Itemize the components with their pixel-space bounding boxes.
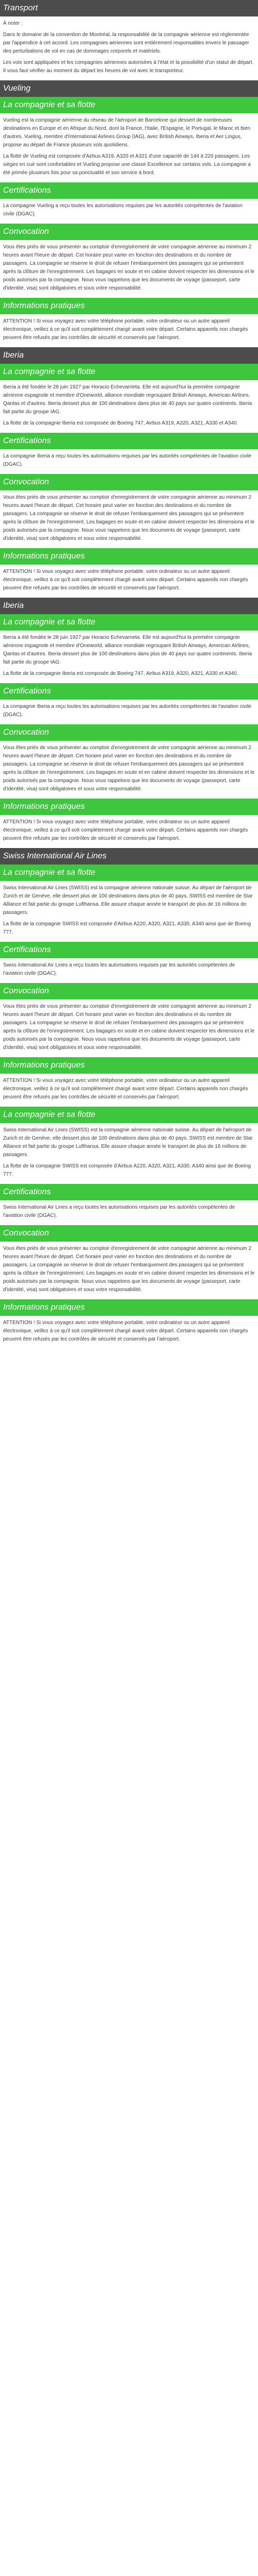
paragraph: Vueling est la compagnie aérienne du réseau de l'aéroport de Barcelone qui dessert de nombreuses destinations en Europe et en Afrique du Nord, dont la France, l'Italie, l'Espagne, le Portugal, le Maroc et bien d'autres. Vueling, membre d'International Airlines Group (IAG), avec British Airways, Iberia et Aer Lingus, propose au départ de France plusieurs vols quotidiens. xyxy=(3,117,251,148)
text-block xyxy=(0,113,258,182)
paragraph: Vous êtes priés de vous présenter au comptoir d'enregistrement de votre compagnie aérienne au minimum 2 heures avant l'heure de départ. Cet horaire peut varier en fonction des destinations et du nombre de passagers. La compagnie se réserve le droit de refuser l'embarquement des passagers qui se présentent après la clôture de l'enregistrement. Les bagages en soute et en cabine doivent respecter les dimensions et le poids autorisés par la compagnie. Nous vous rappelons que les documents de voyage (passeport, carte d'identité, visa) sont obligatoires et sous votre responsabilité. xyxy=(3,745,255,792)
subsection-title-bar xyxy=(0,1299,258,1316)
subsection-title: Informations pratiques xyxy=(3,1303,85,1312)
section-title-bar xyxy=(0,80,258,97)
subsection-title-bar xyxy=(0,614,258,631)
subsection-title-bar xyxy=(0,942,258,958)
subsection-title-bar xyxy=(0,474,258,490)
paragraph: ATTENTION ! Si vous voyagez avec votre téléphone portable, votre ordinateur ou un autre appareil électronique, veillez à ce qu'il soit complètement chargé avant votre départ. Certains appareils non chargés peuvent être refusés par les contrôles de sécurité et conservés par l'aéroport. xyxy=(3,569,248,591)
paragraph: Vous êtes priés de vous présenter au comptoir d'enregistrement de votre compagnie aérienne au minimum 2 heures avant l'heure de départ. Cet horaire peut varier en fonction des destinations et du nombre de passagers. La compagnie se réserve le droit de refuser l'embarquement des passagers qui se présentent après la clôture de l'enregistrement. Les bagages en soute et en cabine doivent respecter les dimensions et le poids autorisés par la compagnie. Nous vous rappelons que les documents de voyage (passeport, carte d'identité, visa) sont obligatoires et sous votre responsabilité. xyxy=(3,244,255,291)
subsection-title-bar xyxy=(0,683,258,700)
subsection-title: Certifications xyxy=(3,186,51,195)
subsection-title: La compagnie et sa flotte xyxy=(3,618,95,626)
paragraph: ATTENTION ! Si vous voyagez avec votre téléphone portable, votre ordinateur ou un autre appareil électronique, veillez à ce qu'il soit complètement chargé avant votre départ. Certains appareils non chargés peuvent être refusés par les contrôles de sécurité et conservés par l'aéroport. xyxy=(3,318,248,341)
text-block xyxy=(0,958,258,983)
subsection-title-bar xyxy=(0,433,258,449)
section-title: Vueling xyxy=(3,84,31,93)
section-title: Swiss International Air Lines xyxy=(3,852,107,860)
paragraph: La flotte de la compagnie SWISS est composée d'Airbus A220, A320, A321, A330, A340 ainsi que de Boeing 777. xyxy=(3,921,251,935)
subsection-title-bar xyxy=(0,1107,258,1123)
subsection-title-bar xyxy=(0,97,258,113)
text-block xyxy=(0,815,258,848)
section-title-bar xyxy=(0,848,258,865)
subsection-title-bar xyxy=(0,983,258,999)
subsection-title: Informations pratiques xyxy=(3,1061,85,1070)
subsection-title: La compagnie et sa flotte xyxy=(3,1110,95,1119)
text-block xyxy=(0,490,258,548)
paragraph: Iberia a été fondée le 28 juin 1927 par Horacio Echevarrieta. Elle est aujourd'hui la première compagnie aérienne espagnole et membre d'Oneworld, alliance mondiale regroupant British Airways, American Airlines, Qantas et d'autres. Iberia dessert plus de 100 destinations dans plus de 40 pays sur quatre continents. Iberia fait partie du groupe IAG. xyxy=(3,384,252,415)
subsection-title: Certifications xyxy=(3,945,51,954)
subsection-title: Convocation xyxy=(3,987,49,995)
paragraph: La compagnie Iberia a reçu toutes les autorisations requises par les autorités compétentes de l'aviation civile (DGAC). xyxy=(3,704,252,718)
paragraph: La compagnie Vueling a reçu toutes les autorisations requises par les autorités compétentes de l'aviation civile (DGAC). xyxy=(3,203,243,217)
paragraph: À noter : xyxy=(3,21,23,26)
subsection-title-bar xyxy=(0,548,258,565)
paragraph: Swiss International Air Lines (SWISS) est la compagnie aérienne nationale suisse. Au départ de l'aéroport de Zurich et de Genève, elle dessert plus de 100 destinations dans plus de 40 pays. SWISS est membre de Star Alliance et fait partie du groupe Lufthansa. Elle assure chaque année le transport de plus de 16 millions de passagers. xyxy=(3,1127,253,1158)
subsection-title-bar xyxy=(0,865,258,881)
section xyxy=(0,598,258,848)
text-block xyxy=(0,999,258,1057)
paragraph: ATTENTION ! Si vous voyagez avec votre téléphone portable, votre ordinateur ou un autre appareil électronique, veillez à ce qu'il soit complètement chargé avant votre départ. Certains appareils non chargés peuvent être refusés par les contrôles de sécurité et conservés par l'aéroport. xyxy=(3,819,248,841)
subsection-title-bar xyxy=(0,799,258,815)
text-block xyxy=(0,1074,258,1107)
paragraph: Swiss International Air Lines a reçu toutes les autorisations requises par les autorités compétentes de l'aviation civile (DGAC). xyxy=(3,962,235,976)
paragraph: Vous êtes priés de vous présenter au comptoir d'enregistrement de votre compagnie aérienne au minimum 2 heures avant l'heure de départ. Cet horaire peut varier en fonction des destinations et du nombre de passagers. La compagnie se réserve le droit de refuser l'embarquement des passagers qui se présentent après la clôture de l'enregistrement. Les bagages en soute et en cabine doivent respecter les dimensions et le poids autorisés par la compagnie. Nous vous rappelons que les documents de voyage (passeport, carte d'identité, visa) sont obligatoires et sous votre responsabilité. xyxy=(3,1004,255,1050)
subsection-title: Informations pratiques xyxy=(3,552,85,561)
section-title-bar xyxy=(0,0,258,16)
text-block xyxy=(0,240,258,298)
text-block xyxy=(0,1316,258,1349)
paragraph: La flotte de la compagnie Iberia est composée de Boeing 747, Airbus A319, A320, A321, A330 et A340. xyxy=(3,671,238,676)
paragraph: Swiss International Air Lines a reçu toutes les autorisations requises par les autorités compétentes de l'aviation civile (DGAC). xyxy=(3,1205,235,1218)
text-block xyxy=(0,314,258,347)
section-title: Transport xyxy=(3,4,38,12)
subsection-title-bar xyxy=(0,1225,258,1242)
section xyxy=(0,848,258,1349)
subsection-title: Convocation xyxy=(3,227,49,236)
paragraph: Swiss International Air Lines (SWISS) est la compagnie aérienne nationale suisse. Au départ de l'aéroport de Zurich et de Genève, elle dessert plus de 100 destinations dans plus de 40 pays. SWISS est membre de Star Alliance et fait partie du groupe Lufthansa. Elle assure chaque année le transport de plus de 16 millions de passagers. xyxy=(3,885,253,916)
subsection-title-bar xyxy=(0,364,258,380)
paragraph: Vous êtes priés de vous présenter au comptoir d'enregistrement de votre compagnie aérienne au minimum 2 heures avant l'heure de départ. Cet horaire peut varier en fonction des destinations et du nombre de passagers. La compagnie se réserve le droit de refuser l'embarquement des passagers qui se présentent après la clôture de l'enregistrement. Les bagages en soute et en cabine doivent respecter les dimensions et le poids autorisés par la compagnie. Nous vous rappelons que les documents de voyage (passeport, carte d'identité, visa) sont obligatoires et sous votre responsabilité. xyxy=(3,1246,255,1293)
subsection-title: La compagnie et sa flotte xyxy=(3,100,95,109)
paragraph: Iberia a été fondée le 28 juin 1927 par Horacio Echevarrieta. Elle est aujourd'hui la première compagnie aérienne espagnole et membre d'Oneworld, alliance mondiale regroupant British Airways, American Airlines, Qantas et d'autres. Iberia dessert plus de 100 destinations dans plus de 40 pays sur quatre continents. Iberia fait partie du groupe IAG. xyxy=(3,635,252,665)
paragraph: La compagnie Iberia a reçu toutes les autorisations requises par les autorités compétentes de l'aviation civile (DGAC). xyxy=(3,453,252,467)
text-block xyxy=(0,741,258,799)
paragraph: Dans le domaine de la convention de Montréal, la responsabilité de la compagnie aérienne est réglementée par l'appendice à cet accord. Les compagnies aériennes sont entièrement responsables envers le passager des perturbations de vol en cas de dommages corporels et matériels. xyxy=(3,32,249,54)
text-block xyxy=(0,881,258,942)
text-block xyxy=(0,449,258,474)
subsection-title: Convocation xyxy=(3,728,49,737)
subsection-title-bar xyxy=(0,298,258,314)
paragraph: Vous êtes priés de vous présenter au comptoir d'enregistrement de votre compagnie aérienne au minimum 2 heures avant l'heure de départ. Cet horaire peut varier en fonction des destinations et du nombre de passagers. La compagnie se réserve le droit de refuser l'embarquement des passagers qui se présentent après la clôture de l'enregistrement. Les bagages en soute et en cabine doivent respecter les dimensions et le poids autorisés par la compagnie. Nous vous rappelons que les documents de voyage (passeport, carte d'identité, visa) sont obligatoires et sous votre responsabilité. xyxy=(3,495,255,541)
subsection-title: Certifications xyxy=(3,687,51,696)
subsection-title-bar xyxy=(0,182,258,199)
subsection-title: La compagnie et sa flotte xyxy=(3,367,95,376)
paragraph: La flotte de la compagnie Iberia est composée de Boeing 747, Airbus A319, A320, A321, A330 et A340. xyxy=(3,420,238,426)
text-block xyxy=(0,1123,258,1184)
subsection-title: La compagnie et sa flotte xyxy=(3,868,95,877)
subsection-title-bar xyxy=(0,1184,258,1200)
section-title-bar xyxy=(0,347,258,364)
text-block xyxy=(0,1200,258,1225)
section-title: Iberia xyxy=(3,601,24,610)
paragraph: La flotte de Vueling est composée d'Airbus A319, A320 et A321 d'une capacité de 144 à 220 passagers. Les sièges en cuir sont confortables et Vueling propose une classe Excellence sur certains vols. La compagnie a été primée plusieurs fois pour sa ponctualité et son service à bord. xyxy=(3,154,251,176)
subsection-title: Certifications xyxy=(3,436,51,445)
text-block xyxy=(0,1242,258,1299)
paragraph: La flotte de la compagnie SWISS est composée d'Airbus A220, A320, A321, A330, A340 ainsi que de Boeing 777. xyxy=(3,1163,251,1177)
text-block xyxy=(0,199,258,224)
paragraph: ATTENTION ! Si vous voyagez avec votre téléphone portable, votre ordinateur ou un autre appareil électronique, veillez à ce qu'il soit complètement chargé avant votre départ. Certains appareils non chargés peuvent être refusés par les contrôles de sécurité et conservés par l'aéroport. xyxy=(3,1078,248,1100)
subsection-title-bar xyxy=(0,724,258,741)
text-block xyxy=(0,631,258,683)
paragraph: ATTENTION ! Si vous voyagez avec votre téléphone portable, votre ordinateur ou un autre appareil électronique, veillez à ce qu'il soit complètement chargé avant votre départ. Certains appareils non chargés peuvent être refusés par les contrôles de sécurité et conservés par l'aéroport. xyxy=(3,1320,248,1342)
section-title-bar xyxy=(0,598,258,614)
subsection-title-bar xyxy=(0,1057,258,1074)
subsection-title: Informations pratiques xyxy=(3,802,85,811)
text-block xyxy=(0,565,258,598)
text-block xyxy=(0,380,258,433)
section xyxy=(0,0,258,80)
text-block xyxy=(0,16,258,80)
text-block xyxy=(0,700,258,724)
subsection-title: Informations pratiques xyxy=(3,301,85,310)
section xyxy=(0,347,258,598)
subsection-title-bar xyxy=(0,224,258,240)
paragraph: Les voix sont appliquées et les compagnies aériennes autorisées à l'état et la possibilité d'un statut de départ. Il vous faut vérifier au moment du départ les heures de vol avec le transporteur. xyxy=(3,60,254,74)
section xyxy=(0,80,258,347)
subsection-title: Convocation xyxy=(3,1229,49,1238)
section-title: Iberia xyxy=(3,351,24,360)
subsection-title: Certifications xyxy=(3,1188,51,1196)
subsection-title: Convocation xyxy=(3,478,49,486)
